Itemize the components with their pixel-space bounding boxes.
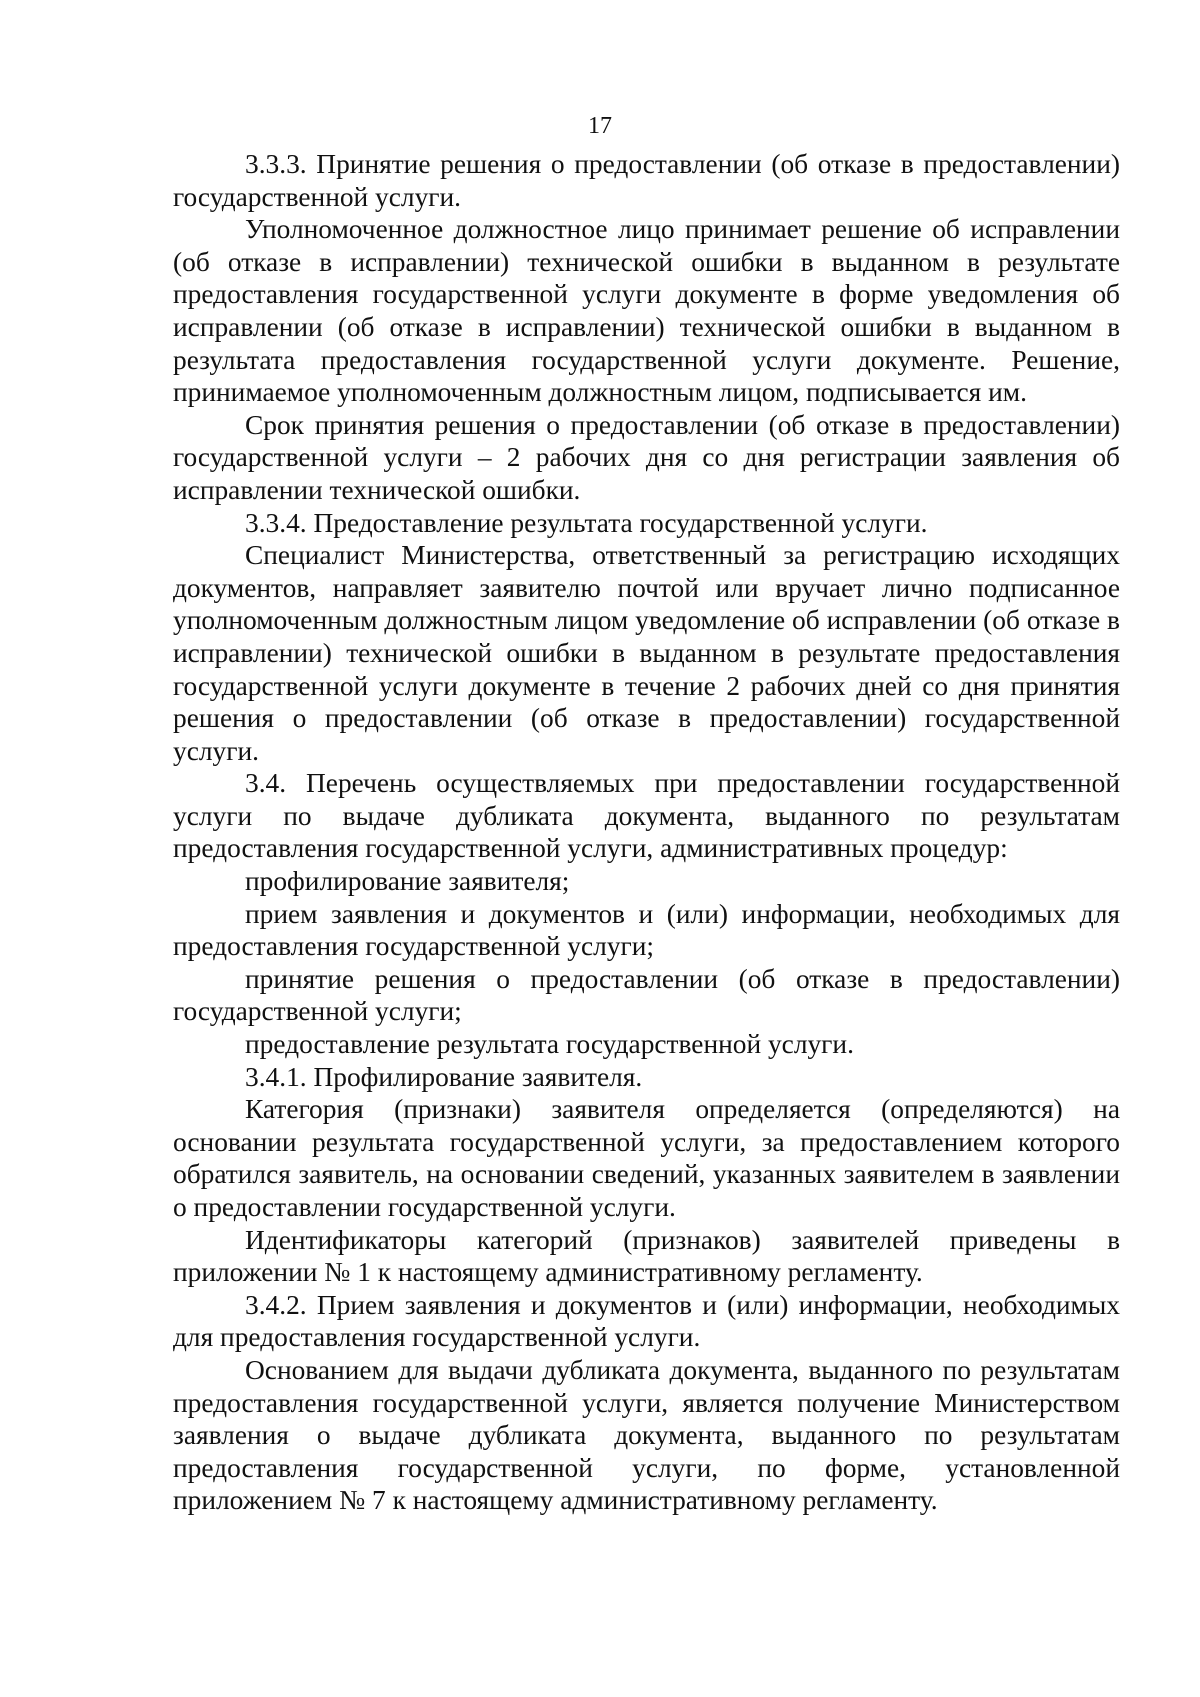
paragraph: Основанием для выдачи дубликата документа, выданного по результатам предоставления государственной услуги, является получение Министерством заявления о выдаче дубликата документа, выданного по результатам предоставления государственной услуги, по форме, установленной приложением № 7 к настоящему административному регламенту. [173, 1354, 1120, 1516]
paragraph: 3.4.1. Профилирование заявителя. [245, 1061, 643, 1092]
paragraph: 3.4. Перечень осуществляемых при предоставлении государственной услуги по выдаче дубликата документа, выданного по результатам предоставления государственной услуги, административных процедур: [173, 768, 1120, 864]
paragraph: 3.3.3. Принятие решения о предоставлении (об отказе в предоставлении) государственной услуги. [173, 149, 1120, 212]
paragraph: Категория (признаки) заявителя определяется (определяются) на основании результата государственной услуги, за предоставлением которого обратился заявитель, на основании сведений, указанных заявителем в заявлении о предоставлении государственной услуги. [173, 1094, 1120, 1222]
list-item: профилирование заявителя; [245, 866, 570, 897]
paragraph: Идентификаторы категорий (признаков) заявителей приведены в приложении № 1 к настоящему административному регламенту. [173, 1224, 1120, 1288]
paragraph: Срок принятия решения о предоставлении (об отказе в предоставлении) государственной услуги – 2 рабочих дня со дня регистрации заявления об исправлении технической ошибки. [173, 409, 1120, 505]
paragraph: Специалист Министерства, ответственный за регистрацию исходящих документов, направляет заявителю почтой или вручает лично подписанное уполномоченным должностным лицом уведомление об исправлении (об отказе в исправлении) технической ошибки в выданном в результате предоставления государственной услуги документе в течение 2 рабочих дней со дня принятия решения о предоставлении (об отказе в предоставлении) государственной услуги. [173, 540, 1120, 766]
document-body [173, 148, 1120, 1517]
list-item: предоставление результата государственной услуги. [245, 1029, 854, 1060]
paragraph: 3.3.4. Предоставление результата государственной услуги. [245, 507, 928, 538]
paragraph: Уполномоченное должностное лицо принимает решение об исправлении (об отказе в исправлении) технической ошибки в выданном в результате предоставления государственной услуги документе в форме уведомления об исправлении (об отказе в исправлении) технической ошибки в выданном в результата предоставления государственной услуги документе. Решение, принимаемое уполномоченным должностным лицом, подписывается им. [173, 214, 1120, 408]
paragraph: 3.4.2. Прием заявления и документов и (или) информации, необходимых для предоставления государственной услуги. [173, 1289, 1120, 1353]
page-number: 17 [588, 113, 612, 139]
list-item: прием заявления и документов и (или) информации, необходимых для предоставления государственной услуги; [173, 898, 1120, 962]
list-item: принятие решения о предоставлении (об отказе в предоставлении) государственной услуги; [173, 963, 1120, 1027]
